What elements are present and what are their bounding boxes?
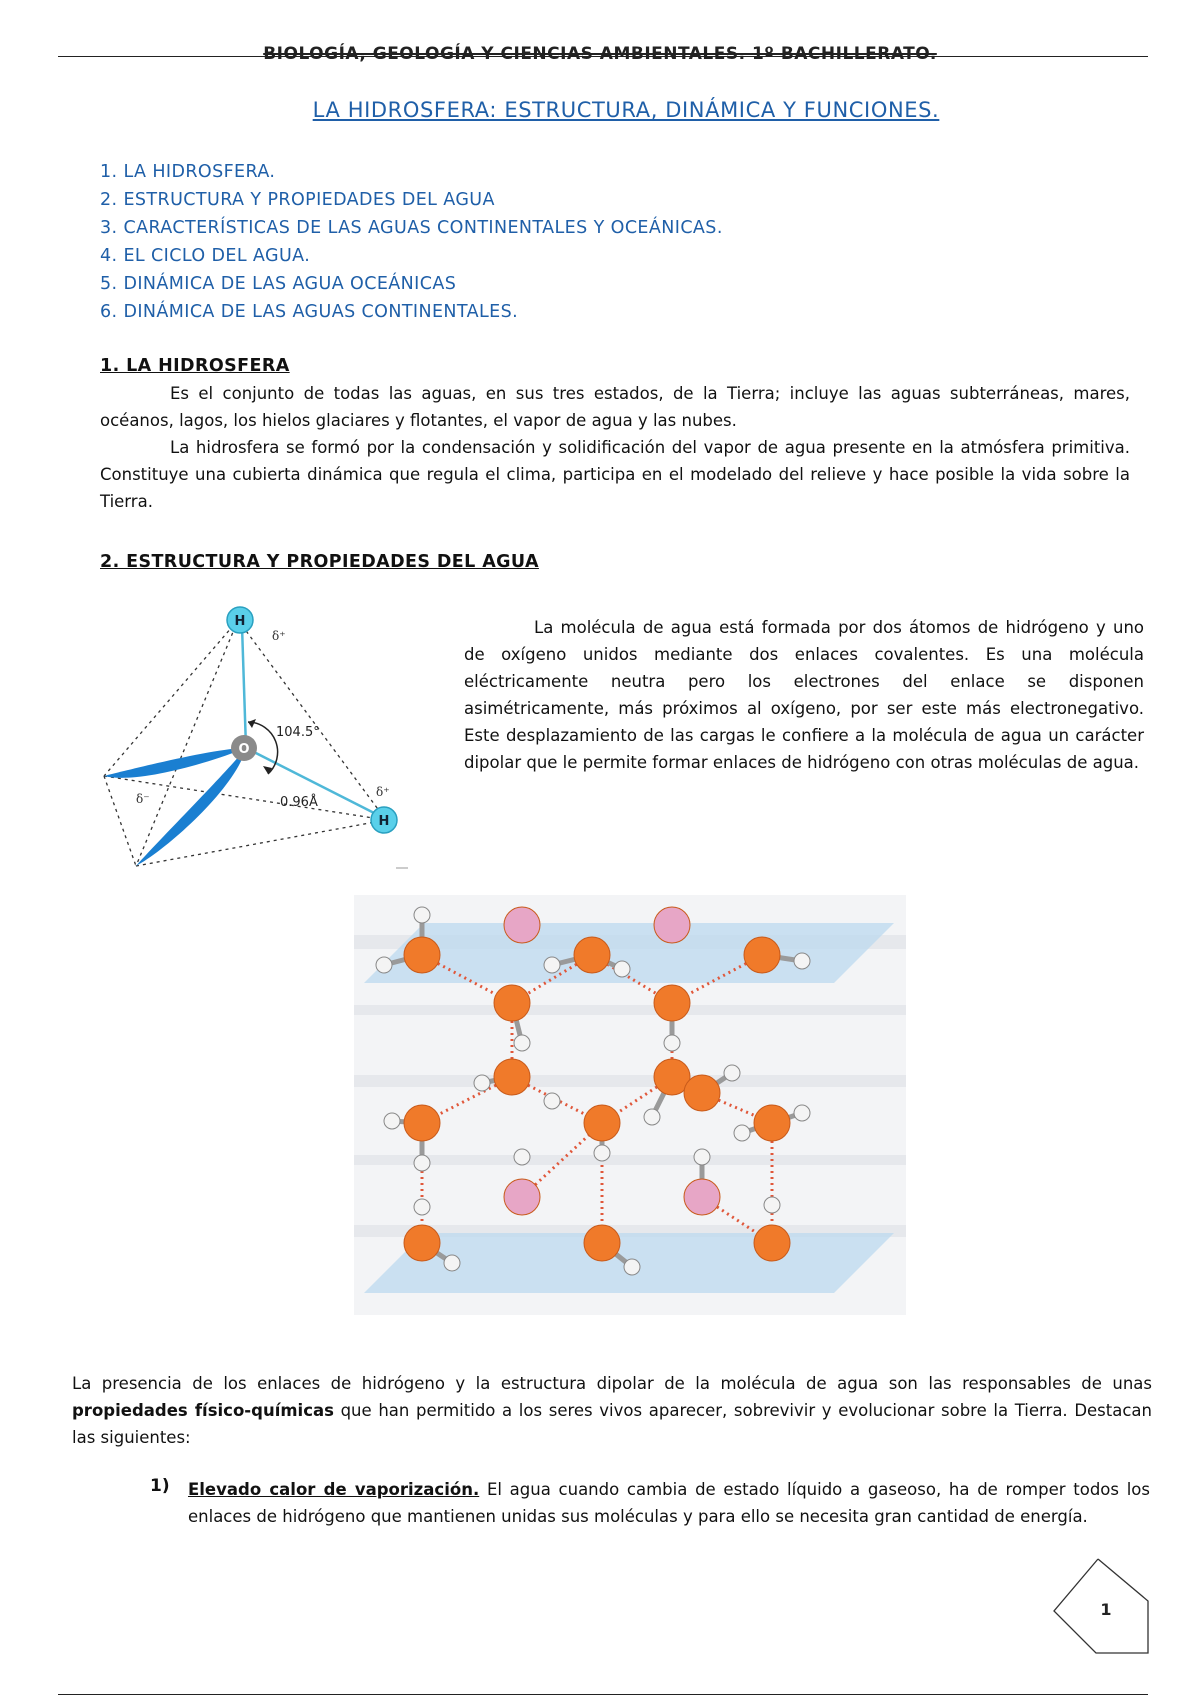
- toc-item: 5. DINÁMICA DE LAS AGUA OCEÁNICAS: [100, 274, 457, 294]
- page-number: 1: [1100, 1600, 1112, 1619]
- hydrogen-atom: [414, 1199, 430, 1215]
- hydrogen-atom: [644, 1109, 660, 1125]
- section-1-heading: 1. LA HIDROSFERA: [100, 356, 290, 376]
- toc-item: 3. CARACTERÍSTICAS DE LAS AGUAS CONTINENTALES Y OCEÁNICAS.: [100, 218, 723, 238]
- oxygen-atom: [404, 1105, 440, 1141]
- properties-intro: [72, 1370, 1152, 1451]
- hydrogen-atom: [624, 1259, 640, 1275]
- hydrogen-atom: [734, 1125, 750, 1141]
- hydrogen-atom: [474, 1075, 490, 1091]
- lattice-plane: [364, 923, 894, 983]
- hydrogen-atom: [376, 957, 392, 973]
- paragraph: La molécula de agua está formada por dos átomos de hidrógeno y uno de oxígeno unidos mediante dos enlaces covalentes. Es una molécula eléctricamente neutra pero los electrones del enlace se disponen asimétricamente, más próximos al oxígeno, por ser este más electronegativo. Este desplazamiento de las cargas le confiere a la molécula de agua un carácter dipolar que le permite formar enlaces de hidrógeno con otras moléculas de agua.: [464, 618, 1144, 772]
- oxygen-atom: [684, 1075, 720, 1111]
- hydrogen-atom: [514, 1035, 530, 1051]
- list-item: 1) Elevado calor de vaporización. El agua cuando cambia de estado líquido a gaseoso, ha de romper todos los enlaces de hidrógeno que mantienen unidas sus moléculas y para ello se necesita gran cantidad de energía.: [150, 1476, 1150, 1526]
- toc-item: 4. EL CICLO DEL AGUA.: [100, 246, 311, 266]
- oxygen-atom: [654, 985, 690, 1021]
- partial-positive-label: δ⁺: [272, 629, 286, 643]
- hydrogen-atom: [384, 1113, 400, 1129]
- document-title: LA HIDROSFERA: ESTRUCTURA, DINÁMICA Y FUNCIONES.: [312, 98, 940, 122]
- hydrogen-atom: [544, 1093, 560, 1109]
- paragraph: Es el conjunto de todas las aguas, en sus tres estados, de la Tierra; incluye las aguas subterráneas, mares, océanos, lagos, los hielos glaciares y flotantes, el vapor de agua y las nubes.: [100, 384, 1130, 430]
- hydrogen-atom: [764, 1197, 780, 1213]
- oxygen-atom: [494, 1059, 530, 1095]
- bond-angle-label: 104.5°: [276, 725, 320, 740]
- hydrogen-atom: [794, 953, 810, 969]
- hydrogen-atom: [794, 1105, 810, 1121]
- section-2-body: [464, 614, 1144, 776]
- oxygen-atom: [754, 1225, 790, 1261]
- hydrogen-atom: [724, 1065, 740, 1081]
- hydrogen-atom: [694, 1149, 710, 1165]
- oxygen-atom: [504, 907, 540, 943]
- section-2-heading: 2. ESTRUCTURA Y PROPIEDADES DEL AGUA: [100, 552, 539, 572]
- oxygen-label: O: [238, 742, 250, 757]
- oxygen-atom: [584, 1225, 620, 1261]
- hydrogen-label: H: [378, 814, 390, 829]
- toc-item: 2. ESTRUCTURA Y PROPIEDADES DEL AGUA: [100, 190, 495, 210]
- hydrogen-label: H: [234, 614, 246, 629]
- toc-item: 6. DINÁMICA DE LAS AGUAS CONTINENTALES.: [100, 302, 519, 322]
- ice-lattice-figure: [354, 895, 906, 1315]
- oxygen-atom: [494, 985, 530, 1021]
- emphasis: propiedades físico-químicas: [72, 1401, 334, 1420]
- hydrogen-atom: [414, 907, 430, 923]
- item-number: 1): [150, 1476, 170, 1496]
- paragraph: La hidrosfera se formó por la condensación y solidificación del vapor de agua presente en la atmósfera primitiva. Constituye una cubierta dinámica que regula el clima, participa en el modelado del relieve y hace posible la vida sobre la Tierra.: [100, 438, 1130, 511]
- oxygen-atom: [404, 937, 440, 973]
- partial-negative-label: δ⁻: [136, 792, 150, 806]
- water-molecule-figure: [96, 598, 416, 876]
- oxygen-atom: [584, 1105, 620, 1141]
- hydrogen-atom: [594, 1145, 610, 1161]
- hydrogen-atom: [414, 1155, 430, 1171]
- oxygen-atom: [684, 1179, 720, 1215]
- hydrogen-atom: [614, 961, 630, 977]
- toc-item: 1. LA HIDROSFERA.: [100, 162, 276, 182]
- hydrogen-atom: [444, 1255, 460, 1271]
- oxygen-atom: [574, 937, 610, 973]
- footer-rule: [58, 1694, 1148, 1695]
- oxygen-atom: [654, 907, 690, 943]
- oxygen-atom: [404, 1225, 440, 1261]
- hydrogen-atom: [514, 1149, 530, 1165]
- section-1-body: [100, 380, 1130, 515]
- property-name: Elevado calor de vaporización.: [188, 1480, 480, 1499]
- hydrogen-atom: [544, 957, 560, 973]
- course-header: BIOLOGÍA, GEOLOGÍA Y CIENCIAS AMBIENTALES. 1º BACHILLERATO.: [263, 44, 937, 64]
- paragraph: La presencia de los enlaces de hidrógeno y la estructura dipolar de la molécula de agua son las responsables de unas propiedades físico-químicas que han permitido a los seres vivos aparecer, sobrevivir y evolucionar sobre la Tierra. Destacan las siguientes:: [72, 1374, 1152, 1447]
- bond-length-label: 0.96Å: [280, 795, 318, 810]
- hydrogen-atom: [664, 1035, 680, 1051]
- oxygen-atom: [744, 937, 780, 973]
- partial-positive-label: δ⁺: [376, 785, 390, 799]
- oxygen-atom: [754, 1105, 790, 1141]
- properties-list: [150, 1476, 1150, 1530]
- table-of-contents: [100, 158, 723, 326]
- oxygen-atom: [504, 1179, 540, 1215]
